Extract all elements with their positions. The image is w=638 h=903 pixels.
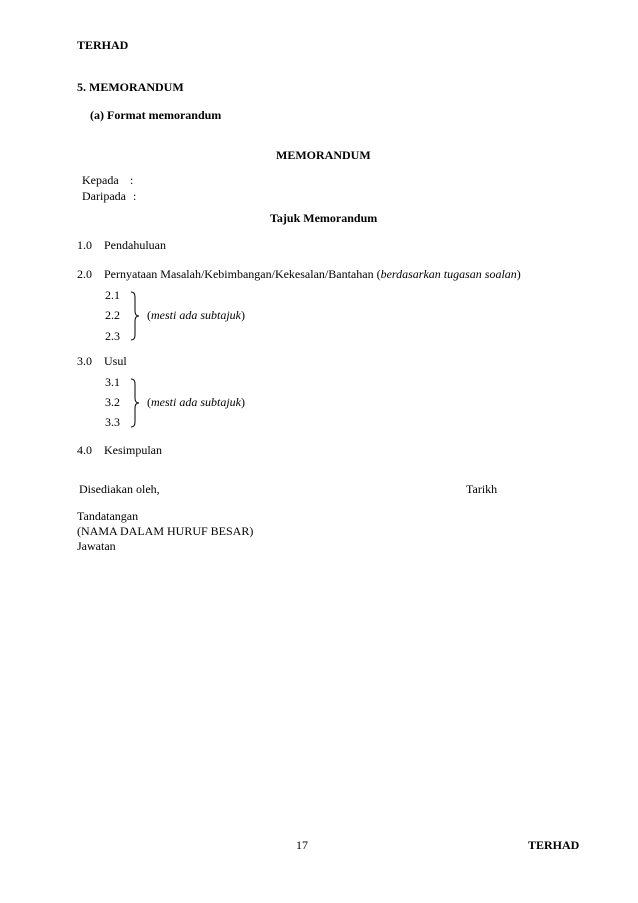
item-text-end: ) <box>516 267 521 281</box>
subtajuk-note <box>147 308 245 323</box>
footer-classification: TERHAD <box>528 838 580 852</box>
item-number: 4.0 <box>77 443 92 457</box>
item-number: 3.0 <box>77 354 92 368</box>
brace-icon <box>129 291 141 341</box>
item-number: 2.0 <box>77 267 92 281</box>
subtajuk-note <box>147 395 245 410</box>
memo-heading: MEMORANDUM <box>276 148 371 162</box>
sub-item: 2.3 <box>105 329 120 343</box>
item-text-main: Pernyataan Masalah/Kebimbangan/Kekesalan/Bantahan ( <box>104 267 381 281</box>
header-classification: TERHAD <box>77 38 129 52</box>
item-number: 1.0 <box>77 238 92 252</box>
item-text: Kesimpulan <box>104 443 162 457</box>
section-subtitle: (a) Format memorandum <box>90 108 222 122</box>
sub-item: 3.2 <box>105 395 120 409</box>
signature-label: Tandatangan <box>77 509 139 523</box>
note-italic: mesti ada subtajuk <box>151 308 241 322</box>
daripada-label: Daripada <box>82 189 126 203</box>
date-label: Tarikh <box>466 482 498 496</box>
item-text: Pendahuluan <box>104 238 166 252</box>
item-text: Usul <box>104 354 127 368</box>
item-text-italic: berdasarkan tugasan soalan <box>380 267 517 281</box>
sub-item: 2.1 <box>105 288 120 302</box>
note-italic: mesti ada subtajuk <box>151 395 241 409</box>
note-close: ) <box>241 395 245 409</box>
note-close: ) <box>241 308 245 322</box>
item-text <box>104 267 521 282</box>
sub-item: 2.2 <box>105 308 120 322</box>
kepada-label: Kepada <box>82 173 119 187</box>
kepada-colon: : <box>130 173 134 187</box>
section-title: 5. MEMORANDUM <box>77 80 184 94</box>
note-open: ( <box>147 308 151 322</box>
position-label: Jawatan <box>77 539 116 553</box>
daripada-colon: : <box>133 189 137 203</box>
sub-item: 3.1 <box>105 375 120 389</box>
note-open: ( <box>147 395 151 409</box>
name-label: (NAMA DALAM HURUF BESAR) <box>77 524 254 538</box>
prepared-by: Disediakan oleh, <box>79 482 160 496</box>
brace-icon <box>129 378 141 428</box>
page-number: 17 <box>296 838 308 852</box>
sub-item: 3.3 <box>105 415 120 429</box>
memo-subject: Tajuk Memorandum <box>270 211 378 225</box>
